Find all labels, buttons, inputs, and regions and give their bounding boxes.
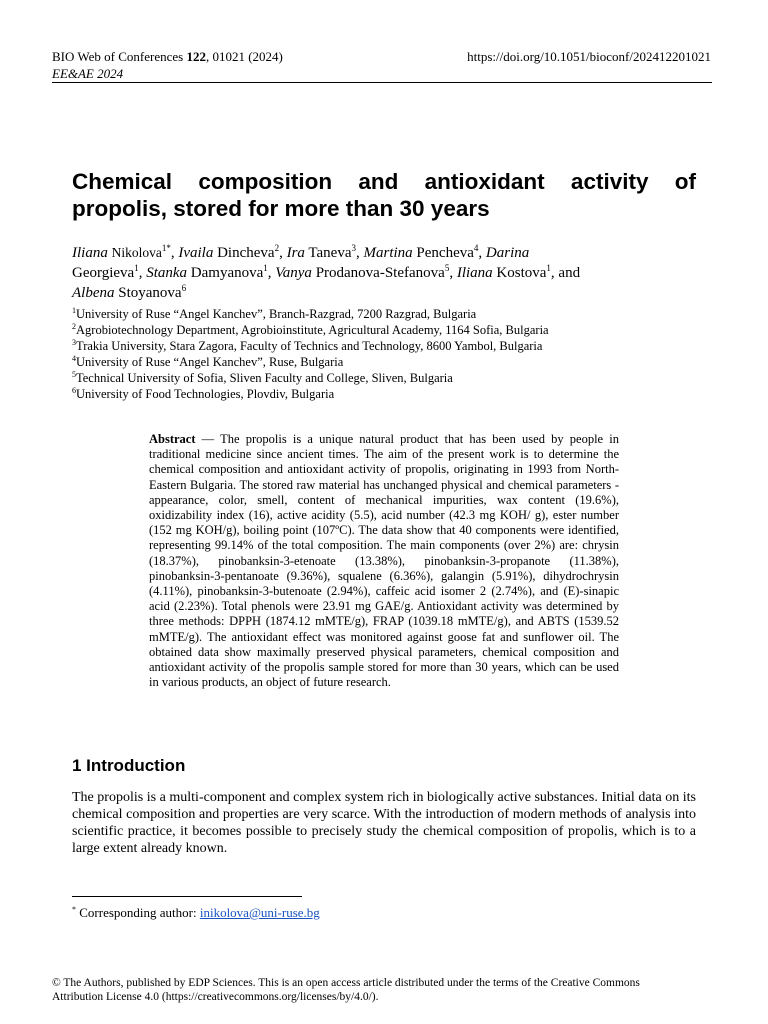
running-header <box>52 48 283 82</box>
paper-title: Chemical composition and antioxidant activity of propolis, stored for more than 30 years <box>72 169 696 221</box>
author: Martina Pencheva$^4$, <box>363 243 486 261</box>
abstract-label: Abstract <box>149 432 196 446</box>
author: Albena Stoyanova$^6$ <box>72 283 187 301</box>
footnote-divider <box>72 896 302 897</box>
license-footer: © The Authors, published by EDP Sciences. This is an open access article distributed under the terms of the Creative Commons Attribution License 4.0 (https://creativecommons.org/licenses/by/4.0/). <box>52 977 640 1003</box>
corresponding-author-footnote: * Corresponding author: inikolova@uni-ruse.bg <box>72 905 320 920</box>
section-heading: 1 Introduction <box>72 756 186 775</box>
affiliation: $^3$Trakia University, Stara Zagora, Faculty of Technics and Technology, 8600 Yambol, Bulgaria <box>72 338 543 353</box>
affiliation: $^4$University of Ruse “Angel Kanchev”, Ruse, Bulgaria <box>72 354 344 369</box>
author: Ivaila Dincheva$^2$, <box>178 243 287 261</box>
author: Darina Georgieva$^1$, <box>72 245 530 281</box>
doi-text: https://doi.org/10.1051/bioconf/202412201021 <box>467 49 711 64</box>
affiliation: $^1$University of Ruse “Angel Kanchev”, Branch-Razgrad, 7200 Razgrad, Bulgaria <box>72 306 477 321</box>
affiliation: $^6$University of Food Technologies, Plovdiv, Bulgaria <box>72 386 335 401</box>
author-list <box>72 243 702 303</box>
abstract-text: — The propolis is a unique natural product that has been used by people in traditional medicine since ancient times. The aim of the present work is to determine the chemical composition and antioxidant activity of propolis, originating in 1993 from North-Eastern Bulgaria. The stored raw material has unchanged physical and chemical parameters - appearance, color, smell, content of mechanical impurities, wax content (19.6%), oxidizability index (16), active acidity (5.5), acid number (42.3 mg KOH/ g), ester number (152 mg KOH/g), boiling point (107ºC). The data show that 40 components were identified, representing 99.14% of the total composition. The main components (over 2%) are: chrysin (18.37%), pinobanksin-3-etenoate (13.38%), pinobanksin-3-propanote (11.38%), pinobanksin-3-pentanoate (9.36%), squalene (6.36%), galangin (5.91%), dihydrochrysin (4.11%), pinobanksin-3-butenoate (2.94%), caffeic acid isomer 2 (2.74%), and (E)-sinapic acid (2.23%). Total phenols were 23.91 mg GAE/g. Antioxidant activity was determined by three methods: DPPH (1874.12 mMTE/g), FRAP (1039.18 mMTE/g), and ABTS (1539.52 mMTE/g). The antioxidant effect was monitored against goose fat and sunflower oil. The obtained data show maximally preserved physical parameters, chemical composition and antioxidant activity of the propolis sample stored for more than 30 years, which can be used in various products, an object of future research. <box>149 432 619 690</box>
affiliation: $^5$Technical University of Sofia, Sliven Faculty and College, Sliven, Bulgaria <box>72 370 453 385</box>
author-email-link[interactable]: inikolova@uni-ruse.bg <box>199 905 320 920</box>
abstract <box>149 432 619 690</box>
header-divider <box>52 82 712 83</box>
author: Ira Taneva$^3$, <box>286 243 364 261</box>
conference-name: EE&AE 2024 <box>52 66 124 81</box>
affiliation-list <box>72 306 712 402</box>
affiliation: $^2$Agrobiotechnology Department, Agrobioinstitute, Agricultural Academy, 1164 Sofia, Bulgaria <box>72 322 549 337</box>
author: Iliana Nikolova$^{1*}$, <box>72 243 179 261</box>
intro-paragraph: The propolis is a multi-component and complex system rich in biologically active substances. Initial data on its chemical composition and properties are very scarce. With the introduction of modern methods of analysis into scientific practice, it becomes possible to precisely study the chemical composition of propolis, which is to a large extent already known. <box>72 790 696 856</box>
journal-volume: 122 <box>186 49 206 64</box>
journal-citation: BIO Web of Conferences 122, 01021 (2024) <box>52 49 283 64</box>
author: Vanya Prodanova-Stefanova$^5$, <box>275 263 457 281</box>
author: Iliana Kostova$^1$, and <box>456 263 581 281</box>
author: Stanka Damyanova$^1$, <box>146 263 276 281</box>
